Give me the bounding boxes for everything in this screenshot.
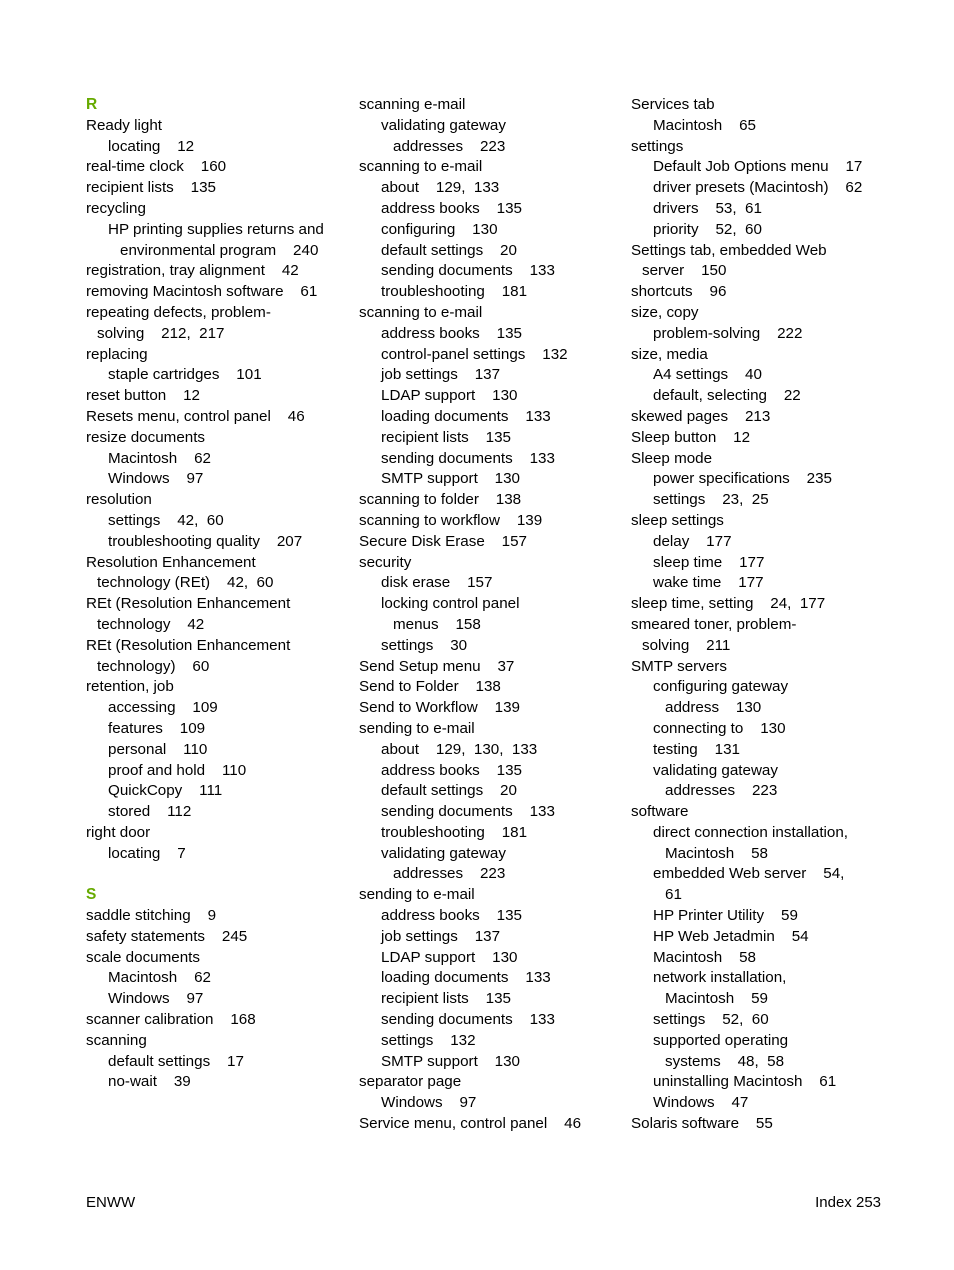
index-subentry: embedded Web server 54, (653, 865, 845, 883)
index-entry: separator page (359, 1073, 462, 1091)
index-entry: Service menu, control panel 46 (359, 1115, 582, 1133)
index-subentry: addresses 223 (665, 782, 778, 800)
index-subentry: problem-solving 222 (653, 324, 803, 342)
index-entry: scanning to workflow 139 (359, 511, 543, 529)
index-subentry: Macintosh 65 (653, 116, 756, 134)
index-subentry: addresses 223 (393, 865, 506, 883)
index-subentry: drivers 53, 61 (653, 199, 762, 217)
index-subentry: testing 131 (653, 740, 740, 758)
index-subentry: configuring gateway (653, 678, 789, 696)
index-entry: safety statements 245 (86, 927, 248, 945)
index-entry: settings (631, 137, 684, 155)
index-subentry: driver presets (Macintosh) 62 (653, 179, 863, 197)
index-subentry: default settings 20 (381, 241, 517, 259)
index-entry: Solaris software 55 (631, 1115, 773, 1133)
index-column-2 (359, 95, 614, 1135)
index-subentry: settings 132 (381, 1031, 476, 1049)
index-subentry: troubleshooting 181 (381, 823, 528, 841)
index-subentry: about 129, 133 (381, 179, 500, 197)
index-subentry: Macintosh 62 (108, 449, 211, 467)
index-subentry: validating gateway (381, 844, 506, 862)
index-subentry: solving 212, 217 (97, 324, 225, 342)
index-entry: Sleep button 12 (631, 428, 751, 446)
index-subentry: features 109 (108, 719, 206, 737)
index-subentry: troubleshooting quality 207 (108, 532, 303, 550)
index-subentry: default, selecting 22 (653, 387, 801, 405)
index-entry: scanning to e-mail (359, 303, 483, 321)
index-subentry: Windows 97 (381, 1094, 477, 1112)
index-subentry: priority 52, 60 (653, 220, 762, 238)
index-subentry: address books 135 (381, 761, 522, 779)
index-subentry: stored 112 (108, 803, 192, 821)
index-entry: resolution (86, 491, 152, 509)
index-subentry: sending documents 133 (381, 449, 555, 467)
index-subentry: HP Web Jetadmin 54 (653, 927, 809, 945)
index-entry: sleep time, setting 24, 177 (631, 595, 826, 613)
index-entry: Send to Folder 138 (359, 678, 501, 696)
index-entry: right door (86, 823, 151, 841)
index-entry: recipient lists 135 (86, 179, 216, 197)
index-subentry: SMTP support 130 (381, 470, 521, 488)
index-subentry: Windows 97 (108, 470, 204, 488)
index-entry: skewed pages 213 (631, 407, 771, 425)
index-subentry: Macintosh 62 (108, 969, 211, 987)
index-entry: Secure Disk Erase 157 (359, 532, 527, 550)
index-column-3 (631, 95, 881, 1135)
index-subentry: technology (REt) 42, 60 (97, 574, 274, 592)
index-subentry: solving 211 (642, 636, 731, 654)
index-subentry: address books 135 (381, 907, 522, 925)
index-subentry: validating gateway (381, 116, 506, 134)
index-subentry: connecting to 130 (653, 719, 786, 737)
index-subentry: sending documents 133 (381, 1011, 555, 1029)
index-subentry: Windows 47 (653, 1094, 749, 1112)
index-subentry: 61 (665, 886, 682, 904)
index-subentry: LDAP support 130 (381, 948, 518, 966)
index-entry: recycling (86, 199, 146, 217)
index-subentry: Windows 97 (108, 990, 204, 1008)
index-subentry: HP printing supplies returns and (108, 220, 324, 238)
index-entry: Send to Workflow 139 (359, 699, 520, 717)
index-subentry: delay 177 (653, 532, 732, 550)
index-entry: removing Macintosh software 61 (86, 283, 318, 301)
index-subentry: sleep time 177 (653, 553, 765, 571)
index-entry: Sleep mode (631, 449, 713, 467)
index-subentry: control-panel settings 132 (381, 345, 568, 363)
index-subentry: addresses 223 (393, 137, 506, 155)
index-entry: smeared toner, problem- (631, 615, 797, 633)
index-entry: security (359, 553, 412, 571)
index-entry: software (631, 803, 689, 821)
index-subentry: personal 110 (108, 740, 208, 758)
index-subentry: Macintosh 58 (653, 948, 756, 966)
index-section-letter: S (86, 886, 97, 904)
index-column-1 (86, 95, 341, 1093)
index-subentry: address books 135 (381, 199, 522, 217)
index-entry: real-time clock 160 (86, 158, 227, 176)
index-subentry: settings 23, 25 (653, 491, 769, 509)
index-subentry: default settings 20 (381, 782, 517, 800)
index-entry: REt (Resolution Enhancement (86, 595, 291, 613)
index-subentry: locating 7 (108, 844, 186, 862)
index-subentry: environmental program 240 (120, 241, 319, 259)
index-subentry: sending documents 133 (381, 262, 555, 280)
index-entry: reset button 12 (86, 387, 200, 405)
index-entry: size, copy (631, 303, 699, 321)
index-entry: resize documents (86, 428, 206, 446)
index-subentry: network installation, (653, 969, 787, 987)
index-entry: repeating defects, problem- (86, 303, 271, 321)
index-subentry: accessing 109 (108, 699, 218, 717)
index-subentry: proof and hold 110 (108, 761, 247, 779)
index-entry: scale documents (86, 948, 200, 966)
index-entry: scanning (86, 1031, 147, 1049)
index-subentry: address books 135 (381, 324, 522, 342)
index-subentry: locating 12 (108, 137, 195, 155)
index-subentry: supported operating (653, 1031, 789, 1049)
index-entry: Send Setup menu 37 (359, 657, 515, 675)
index-subentry: systems 48, 58 (665, 1052, 785, 1070)
index-entry: REt (Resolution Enhancement (86, 636, 291, 654)
index-entry: retention, job (86, 678, 174, 696)
index-entry: size, media (631, 345, 708, 363)
index-subentry: A4 settings 40 (653, 366, 762, 384)
index-entry: registration, tray alignment 42 (86, 262, 299, 280)
index-entry: Resets menu, control panel 46 (86, 407, 305, 425)
index-subentry: no-wait 39 (108, 1073, 191, 1091)
index-subentry: job settings 137 (381, 366, 501, 384)
index-subentry: direct connection installation, (653, 823, 849, 841)
index-subentry: technology 42 (97, 615, 205, 633)
index-subentry: settings 42, 60 (108, 511, 224, 529)
section-gap (86, 864, 341, 885)
index-entry: scanning to folder 138 (359, 491, 522, 509)
index-entry: replacing (86, 345, 148, 363)
index-subentry: technology) 60 (97, 657, 210, 675)
index-subentry: troubleshooting 181 (381, 283, 528, 301)
index-entry: sending to e-mail (359, 886, 475, 904)
index-subentry: disk erase 157 (381, 574, 493, 592)
index-subentry: LDAP support 130 (381, 387, 518, 405)
index-subentry: HP Printer Utility 59 (653, 907, 798, 925)
index-subentry: locking control panel (381, 595, 520, 613)
index-entry: SMTP servers (631, 657, 727, 675)
index-subentry: staple cartridges 101 (108, 366, 262, 384)
index-entry: sleep settings (631, 511, 724, 529)
index-subentry: uninstalling Macintosh 61 (653, 1073, 837, 1091)
index-entry: Ready light (86, 116, 162, 134)
index-subentry: SMTP support 130 (381, 1052, 521, 1070)
index-entry: scanner calibration 168 (86, 1011, 256, 1029)
index-subentry: settings 52, 60 (653, 1011, 769, 1029)
index-subentry: default settings 17 (108, 1052, 244, 1070)
footer-publisher-code: ENWW (86, 1194, 136, 1211)
index-entry: Services tab (631, 96, 715, 113)
index-entry: Resolution Enhancement (86, 553, 256, 571)
index-subentry: settings 30 (381, 636, 468, 654)
index-subentry: job settings 137 (381, 927, 501, 945)
footer-page-number: Index 253 (815, 1194, 881, 1211)
index-subentry: validating gateway (653, 761, 778, 779)
index-entry: Settings tab, embedded Web (631, 241, 827, 259)
index-subentry: wake time 177 (653, 574, 764, 592)
index-subentry: address 130 (665, 699, 762, 717)
index-entry: sending to e-mail (359, 719, 475, 737)
index-subentry: Macintosh 59 (665, 990, 768, 1008)
index-subentry: server 150 (642, 262, 727, 280)
index-subentry: loading documents 133 (381, 407, 551, 425)
index-entry: scanning to e-mail (359, 158, 483, 176)
index-section-letter: R (86, 96, 98, 113)
index-entry: scanning e-mail (359, 96, 466, 113)
index-subentry: recipient lists 135 (381, 428, 511, 446)
index-entry: shortcuts 96 (631, 283, 727, 301)
index-entry: saddle stitching 9 (86, 907, 217, 925)
index-subentry: power specifications 235 (653, 470, 832, 488)
index-subentry: menus 158 (393, 615, 481, 633)
index-subentry: QuickCopy 111 (108, 782, 223, 800)
index-subentry: loading documents 133 (381, 969, 551, 987)
index-subentry: about 129, 130, 133 (381, 740, 538, 758)
index-subentry: recipient lists 135 (381, 990, 511, 1008)
index-subentry: Macintosh 58 (665, 844, 768, 862)
index-subentry: Default Job Options menu 17 (653, 158, 863, 176)
index-subentry: sending documents 133 (381, 803, 555, 821)
index-subentry: configuring 130 (381, 220, 498, 238)
